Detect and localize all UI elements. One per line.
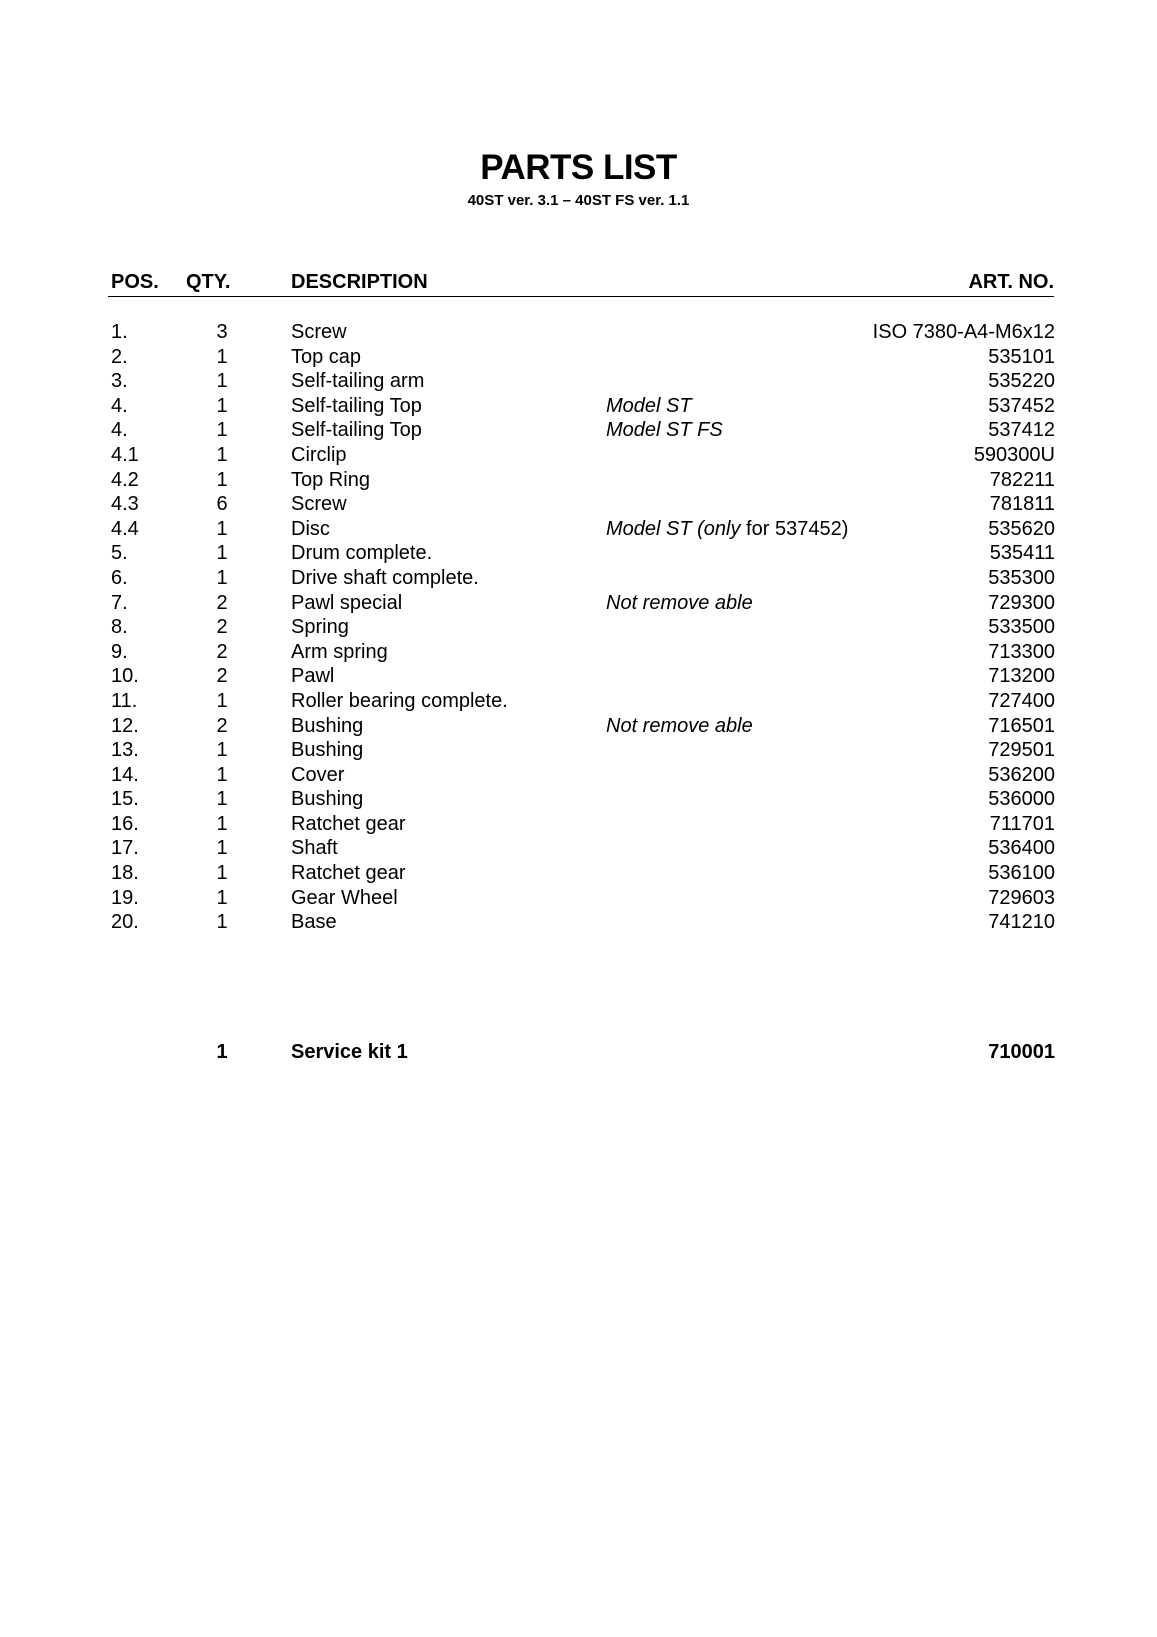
- row-pos: 10.: [111, 665, 139, 688]
- service-kit-art-no: 710001: [988, 1041, 1055, 1063]
- row-pos: 4.4: [111, 517, 139, 540]
- row-qty: 1: [216, 468, 228, 491]
- row-art-no: 536400: [988, 837, 1055, 860]
- row-note: [606, 591, 753, 616]
- row-pos: 4.2: [111, 468, 139, 491]
- row-description: Disc: [291, 517, 330, 540]
- row-qty: 1: [216, 862, 228, 885]
- table-row: [0, 591, 1157, 616]
- row-art-no: 729501: [988, 739, 1055, 762]
- row-note: [606, 394, 692, 419]
- table-row: [0, 910, 1157, 935]
- table-header: [108, 268, 1054, 297]
- row-pos: 5.: [111, 542, 128, 565]
- row-description: Drive shaft complete.: [291, 566, 479, 589]
- row-description: Bushing: [291, 788, 364, 811]
- table-row: [0, 787, 1157, 812]
- row-description: Bushing: [291, 714, 364, 737]
- row-art-no: 590300U: [973, 443, 1055, 466]
- row-qty: 1: [216, 812, 228, 835]
- row-art-no: 727400: [988, 689, 1055, 712]
- row-description: Ratchet gear: [291, 862, 406, 885]
- table-row: [0, 468, 1157, 493]
- row-art-no: 537452: [988, 394, 1055, 417]
- row-description: Ratchet gear: [291, 812, 406, 835]
- table-row: [0, 566, 1157, 591]
- row-description: Gear Wheel: [291, 886, 398, 909]
- row-description: Screw: [291, 321, 347, 343]
- row-description: Arm spring: [291, 640, 388, 663]
- row-description: Screw: [291, 493, 347, 516]
- row-art-no: 535411: [989, 542, 1055, 565]
- row-pos: 16.: [111, 812, 139, 835]
- row-note-italic: Not remove able: [606, 714, 753, 737]
- row-art-no: 713300: [988, 640, 1055, 663]
- row-note-italic: Model ST (only: [606, 517, 741, 540]
- table-row: [0, 812, 1157, 837]
- row-description: Self-tailing Top: [291, 419, 422, 442]
- row-art-no: ISO 7380-A4-M6x12: [872, 321, 1055, 343]
- table-row: [0, 640, 1157, 665]
- row-qty: 1: [216, 542, 228, 565]
- row-qty: 1: [216, 763, 228, 786]
- table-row: [0, 615, 1157, 640]
- row-pos: 8.: [111, 616, 128, 639]
- table-row: [0, 320, 1157, 345]
- row-pos: 4.3: [111, 493, 139, 516]
- row-art-no: 535101: [988, 345, 1055, 368]
- row-pos: 19.: [111, 886, 139, 909]
- row-art-no: 713200: [988, 665, 1055, 688]
- row-description: Base: [291, 911, 337, 934]
- row-pos: 18.: [111, 862, 139, 885]
- table-row: [0, 886, 1157, 911]
- table-row: [0, 738, 1157, 763]
- row-note: [606, 517, 848, 542]
- service-kit-qty: 1: [216, 1041, 228, 1063]
- row-art-no: 535220: [988, 370, 1055, 393]
- table-row: [0, 664, 1157, 689]
- row-qty: 2: [216, 665, 228, 688]
- row-qty: 2: [216, 640, 228, 663]
- row-art-no: 729300: [988, 591, 1055, 614]
- row-description: Self-tailing arm: [291, 370, 425, 393]
- row-qty: 1: [216, 837, 228, 860]
- row-pos: 6.: [111, 566, 128, 589]
- row-qty: 1: [216, 689, 228, 712]
- row-art-no: 782211: [989, 468, 1055, 491]
- row-pos: 11.: [111, 689, 138, 712]
- service-kit-row: [0, 1039, 1157, 1065]
- row-pos: 2.: [111, 345, 128, 368]
- table-row: [0, 541, 1157, 566]
- row-pos: 13.: [111, 739, 139, 762]
- service-kit-description: Service kit 1: [291, 1041, 408, 1063]
- table-row: [0, 345, 1157, 370]
- row-description: Cover: [291, 763, 345, 786]
- row-qty: 1: [216, 566, 228, 589]
- row-note-plain: for 537452): [740, 517, 849, 540]
- row-qty: 3: [216, 321, 228, 343]
- row-description: Drum complete.: [291, 542, 433, 565]
- row-art-no: 781811: [989, 493, 1055, 516]
- row-description: Roller bearing complete.: [291, 689, 508, 712]
- row-pos: 4.: [111, 419, 128, 442]
- row-qty: 1: [216, 419, 228, 442]
- table-row: [0, 763, 1157, 788]
- table-row: [0, 394, 1157, 419]
- row-qty: 2: [216, 616, 228, 639]
- row-qty: 6: [216, 493, 228, 516]
- row-pos: 20.: [111, 911, 139, 934]
- page-title: PARTS LIST: [480, 148, 677, 187]
- header-art-no: ART. NO.: [968, 271, 1054, 293]
- row-qty: 2: [216, 591, 228, 614]
- header-description: DESCRIPTION: [291, 271, 428, 293]
- table-row: [0, 443, 1157, 468]
- row-pos: 12.: [111, 714, 139, 737]
- row-qty: 1: [216, 345, 228, 368]
- row-note-italic: Model ST FS: [606, 419, 723, 442]
- row-note: [606, 714, 753, 739]
- row-art-no: 536100: [988, 862, 1055, 885]
- table-row: [0, 861, 1157, 886]
- table-row: [0, 689, 1157, 714]
- row-note-italic: Model ST: [606, 394, 692, 417]
- row-note: [606, 418, 723, 443]
- row-art-no: 537412: [988, 419, 1055, 442]
- row-description: Circlip: [291, 443, 347, 466]
- row-art-no: 535620: [988, 517, 1055, 540]
- row-description: Shaft: [291, 837, 338, 860]
- parts-table-body: [0, 320, 1157, 935]
- row-art-no: 535300: [988, 566, 1055, 589]
- row-art-no: 716501: [988, 714, 1055, 737]
- row-description: Pawl: [291, 665, 335, 688]
- row-pos: 3.: [111, 370, 128, 393]
- row-art-no: 536200: [988, 763, 1055, 786]
- row-art-no: 741210: [988, 911, 1055, 934]
- row-description: Bushing: [291, 739, 364, 762]
- row-qty: 1: [216, 886, 228, 909]
- table-row: [0, 517, 1157, 542]
- row-description: Self-tailing Top: [291, 394, 422, 417]
- table-row: [0, 418, 1157, 443]
- row-qty: 1: [216, 517, 228, 540]
- table-row: [0, 714, 1157, 739]
- row-qty: 1: [216, 394, 228, 417]
- row-qty: 1: [216, 370, 228, 393]
- row-qty: 1: [216, 739, 228, 762]
- row-pos: 17.: [111, 837, 139, 860]
- table-row: [0, 836, 1157, 861]
- row-pos: 9.: [111, 640, 128, 663]
- row-pos: 15.: [111, 788, 139, 811]
- row-art-no: 711701: [989, 812, 1055, 835]
- row-art-no: 729603: [988, 886, 1055, 909]
- row-description: Pawl special: [291, 591, 403, 614]
- table-row: [0, 492, 1157, 517]
- row-description: Spring: [291, 616, 349, 639]
- header-pos: POS.: [111, 271, 159, 293]
- row-art-no: 536000: [988, 788, 1055, 811]
- row-qty: 1: [216, 443, 228, 466]
- header-qty: QTY.: [186, 271, 231, 293]
- row-art-no: 533500: [988, 616, 1055, 639]
- row-description: Top Ring: [291, 468, 370, 491]
- row-description: Top cap: [291, 345, 362, 368]
- table-row: [0, 369, 1157, 394]
- row-pos: 4.1: [111, 443, 139, 466]
- row-note-italic: Not remove able: [606, 591, 753, 614]
- row-qty: 2: [216, 714, 228, 737]
- row-qty: 1: [216, 788, 228, 811]
- row-pos: 4.: [111, 394, 128, 417]
- row-qty: 1: [216, 911, 228, 934]
- page-subtitle: 40ST ver. 3.1 – 40ST FS ver. 1.1: [467, 192, 690, 209]
- row-pos: 14.: [111, 763, 139, 786]
- row-pos: 7.: [111, 591, 128, 614]
- row-pos: 1.: [111, 321, 128, 343]
